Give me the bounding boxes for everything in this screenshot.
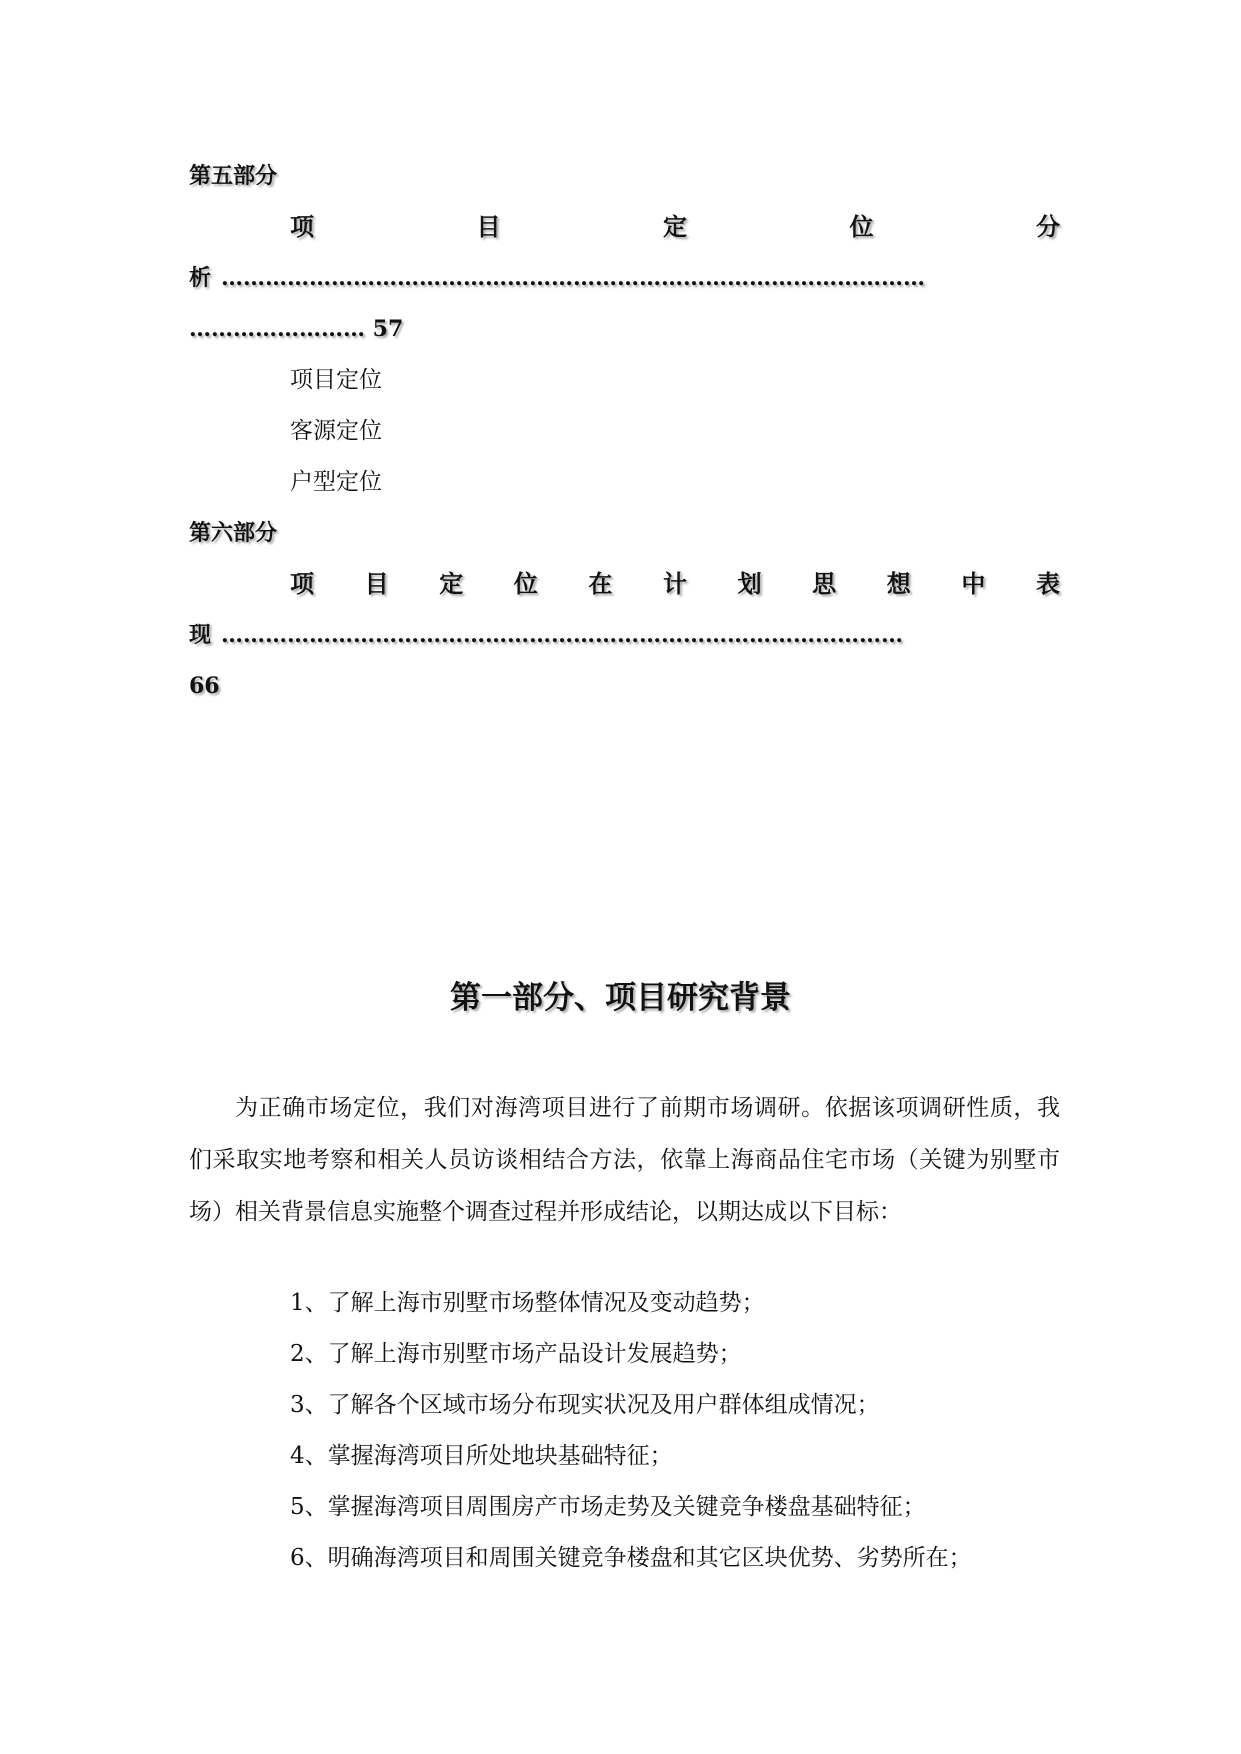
toc-part6-title-char: 位 [513,569,538,598]
toc-leader-dots: ………………………………………………………………………………… [221,622,904,648]
section-title: 第一部分、项目研究背景 [450,980,791,1016]
toc-part6-title-char: 在 [588,569,613,598]
goal-item: 3、了解各个区域市场分布现实状况及用户群体组成情况； [290,1392,880,1418]
toc-part5-title-char: 目 [476,212,501,241]
toc-part6-title [290,569,1060,599]
toc-part6-label: 第六部分 [189,520,278,546]
toc-part6-dots-line [189,620,1060,650]
toc-part5-page: 57 [372,316,404,342]
goal-item: 4、掌握海湾项目所处地块基础特征； [290,1443,673,1469]
toc-part5-dots-line [189,263,1060,293]
toc-part5-title-end: 析 [189,265,212,291]
toc-part5-label: 第五部分 [189,163,278,189]
toc-part6-title-char: 定 [439,569,464,598]
toc-part5-title-char: 分 [1036,212,1060,241]
toc-part6-title-char: 划 [737,569,762,598]
goal-item: 1、了解上海市别墅市场整体情况及变动趋势； [290,1290,765,1316]
toc-part6-title-char: 项 [290,569,314,598]
toc-part6-page: 66 [189,673,220,699]
toc-part5-title-char: 项 [290,212,314,241]
toc-part6-title-char: 想 [886,569,911,598]
toc-sub-item: 项目定位 [290,367,382,393]
toc-part5-title-char: 定 [663,212,687,241]
toc-part6-title-char: 目 [364,569,389,598]
goal-item: 6、明确海湾项目和周围关键竞争楼盘和其它区块优势、劣势所在； [290,1545,972,1571]
toc-part5-dots-line2 [189,314,1060,344]
toc-part6-title-end: 现 [189,622,212,648]
toc-part6-title-char: 计 [662,569,687,598]
toc-part6-title-char: 思 [812,569,837,598]
goal-item: 2、了解上海市别墅市场产品设计发展趋势； [290,1341,742,1367]
intro-paragraph: 为正确市场定位，我们对海湾项目进行了前期市场调研。依据该项调研性质，我们采取实地考察和相关人员访谈相结合方法，依靠上海商品住宅市场（关键为别墅市场）相关背景信息实施整个调查过程并形成结论，以期达成以下目标： [189,1095,1060,1225]
toc-part6-title-char: 表 [1035,569,1060,598]
toc-part6-title-char: 中 [961,569,986,598]
toc-leader-dots: …………………… [189,316,365,342]
toc-sub-item: 客源定位 [290,418,382,444]
toc-part5-title-char: 位 [849,212,874,241]
toc-leader-dots: …………………………………………………………………………………… [221,265,926,291]
goal-item: 5、掌握海湾项目周围房产市场走势及关键竞争楼盘基础特征； [290,1494,926,1520]
toc-sub-item: 户型定位 [290,469,382,495]
toc-part5-title [290,212,1060,242]
